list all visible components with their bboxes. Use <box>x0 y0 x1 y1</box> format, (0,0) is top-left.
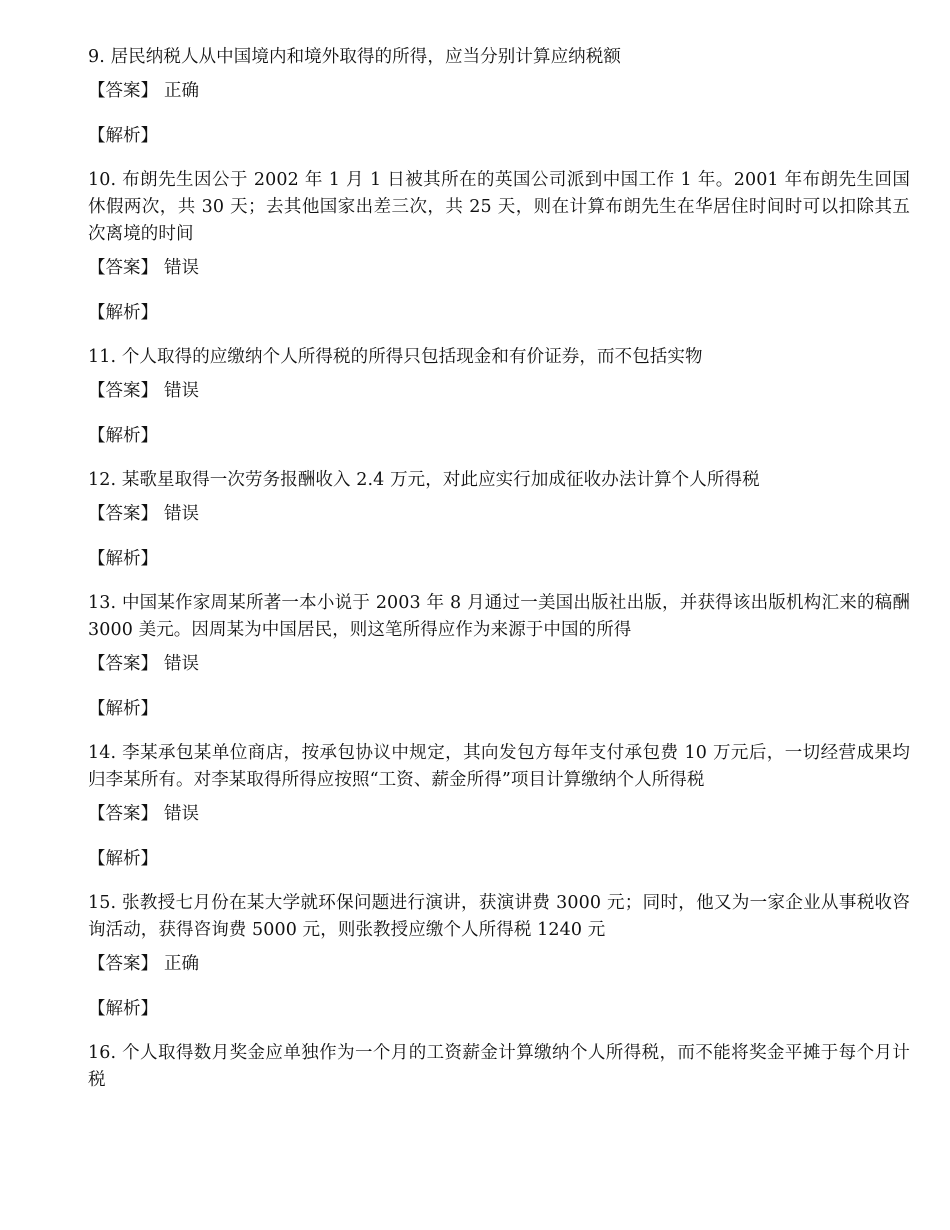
answer-value: 错误 <box>164 804 199 824</box>
answer-value: 正确 <box>164 81 199 101</box>
question-text: 某歌星取得一次劳务报酬收入 2.4 万元，对此应实行加成征收办法计算个人所得税 <box>121 470 760 490</box>
answer-label: 【答案】 <box>88 504 158 524</box>
answer-value: 正确 <box>164 954 199 974</box>
answer-row <box>88 378 910 405</box>
analysis-label: 【解析】 <box>88 849 158 869</box>
question-text: 李某承包某单位商店，按承包协议中规定，其向发包方每年支付承包费 10 万元后，一切经营成果均归李某所有。对李某取得所得应按照“工资、薪金所得”项目计算缴纳个人所得税 <box>88 743 910 790</box>
analysis-label: 【解析】 <box>88 999 158 1019</box>
question-text: 个人取得数月奖金应单独作为一个月的工资薪金计算缴纳个人所得税，而不能将奖金平摊于每个月计税 <box>88 1043 910 1090</box>
question-text: 中国某作家周某所著一本小说于 2003 年 8 月通过一美国出版社出版，并获得该出版机构汇来的稿酬 3000 美元。因周某为中国居民，则这笔所得应作为来源于中国的所得 <box>88 593 910 640</box>
question-number: 14. <box>88 743 117 763</box>
question-10 <box>88 167 910 327</box>
answer-value: 错误 <box>164 504 199 524</box>
question-number: 13. <box>88 593 117 613</box>
question-16 <box>88 1040 910 1094</box>
question-14 <box>88 740 910 873</box>
analysis-label: 【解析】 <box>88 426 158 446</box>
question-12 <box>88 467 910 573</box>
answer-value: 错误 <box>164 381 199 401</box>
question-15 <box>88 890 910 1023</box>
answer-value: 错误 <box>164 258 199 278</box>
answer-label: 【答案】 <box>88 804 158 824</box>
question-number: 12. <box>88 470 117 490</box>
question-text: 居民纳税人从中国境内和境外取得的所得，应当分别计算应纳税额 <box>110 47 621 67</box>
question-9 <box>88 44 910 150</box>
answer-row <box>88 651 910 678</box>
question-number: 16. <box>88 1043 117 1063</box>
answer-label: 【答案】 <box>88 258 158 278</box>
question-number: 15. <box>88 893 117 913</box>
answer-row <box>88 255 910 282</box>
answer-row <box>88 801 910 828</box>
analysis-label: 【解析】 <box>88 699 158 719</box>
analysis-label: 【解析】 <box>88 549 158 569</box>
question-13 <box>88 590 910 723</box>
question-text: 张教授七月份在某大学就环保问题进行演讲，获演讲费 3000 元；同时，他又为一家企业从事税收咨询活动，获得咨询费 5000 元，则张教授应缴个人所得税 1240 元 <box>88 893 910 940</box>
document-page <box>88 44 910 1111</box>
answer-value: 错误 <box>164 654 199 674</box>
answer-label: 【答案】 <box>88 81 158 101</box>
question-text: 个人取得的应缴纳个人所得税的所得只包括现金和有价证券，而不包括实物 <box>121 347 703 367</box>
answer-row <box>88 951 910 978</box>
answer-row <box>88 78 910 105</box>
answer-label: 【答案】 <box>88 654 158 674</box>
question-number: 11. <box>88 347 117 367</box>
analysis-label: 【解析】 <box>88 303 158 323</box>
answer-label: 【答案】 <box>88 381 158 401</box>
question-text: 布朗先生因公于 2002 年 1 月 1 日被其所在的英国公司派到中国工作 1 年。2001 年布朗先生回国休假两次，共 30 天；去其他国家出差三次，共 25 天，则在计算布朗先生在华居住时间时可以扣除其五次离境的时间 <box>88 170 911 244</box>
question-number: 10. <box>88 170 117 190</box>
question-number: 9. <box>88 47 105 67</box>
question-11 <box>88 344 910 450</box>
analysis-label: 【解析】 <box>88 126 158 146</box>
answer-row <box>88 501 910 528</box>
answer-label: 【答案】 <box>88 954 158 974</box>
